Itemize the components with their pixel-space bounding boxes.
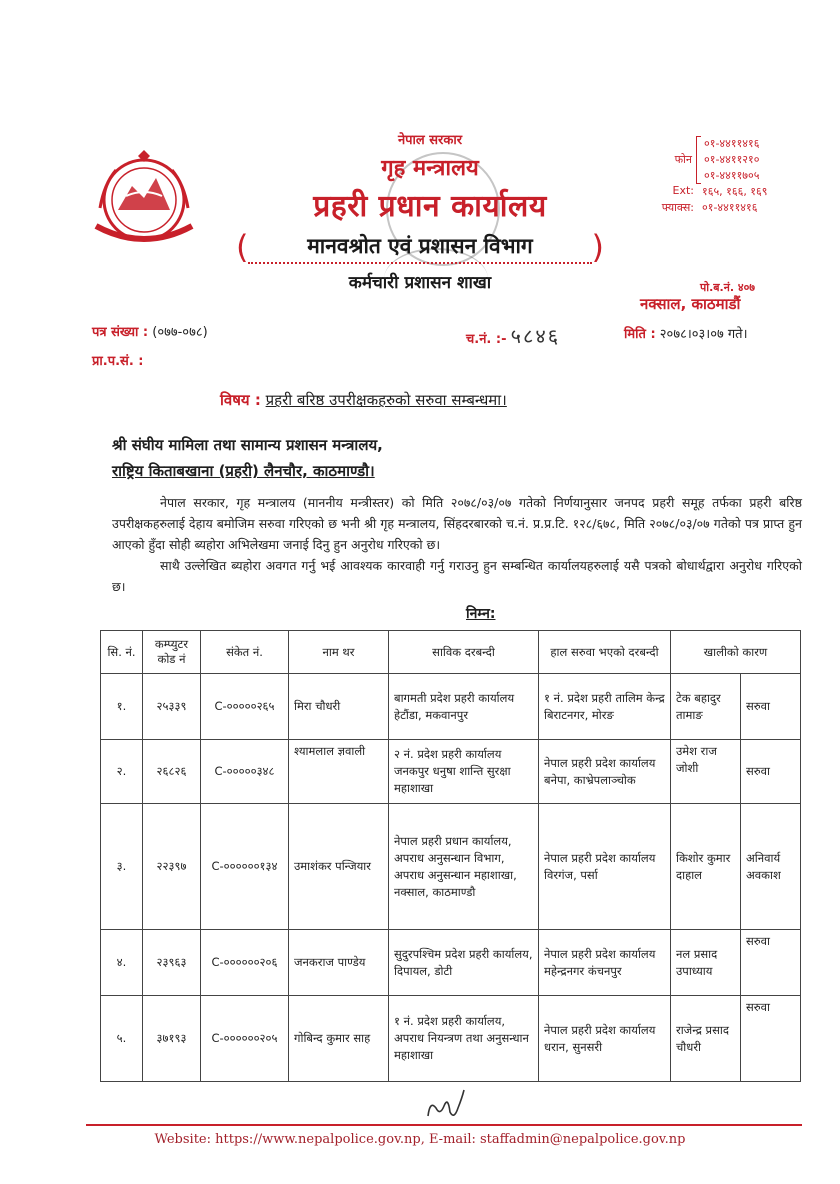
letter-date [624,324,748,342]
cell-new-post: १ नं. प्रदेश प्रहरी तालिम केन्द्र बिराटनगर, मोरङ [539,674,671,740]
cell-vacancy-reason: सरुवा [741,740,801,804]
column-header: सि. नं. [101,631,143,674]
table-row [101,804,801,930]
cell-serial: १. [101,674,143,740]
cell-code: २५३३९ [143,674,201,740]
fax-value: ०१-४४११४१६ [702,201,758,214]
cell-vacancy-reason: सरुवा [741,674,801,740]
cell-symbol: C-००००००१३४ [201,804,289,930]
phone-number: ०१-४४११४१६ [704,137,760,150]
cell-code: २६८२६ [143,740,201,804]
cell-vacancy-by: राजेन्द्र प्रसाद चौधरी [671,996,741,1082]
cell-serial: ४. [101,930,143,996]
letter-date-value: २०७८।०३।०७ गते। [659,327,748,342]
cell-previous-post: १ नं. प्रदेश प्रहरी कार्यालय, अपराध नियन्त्रण तथा अनुसन्धान महाशाखा [389,996,539,1082]
cell-name: जनकराज पाण्डेय [289,930,389,996]
dispatch-number-value: ५८४६ [510,324,561,348]
column-header: नाम थर [289,631,389,674]
dispatch-number-label: च.नं. :- [466,332,507,347]
department-name: मानवश्रोत एवं प्रशासन विभाग [248,232,592,264]
office-name: प्रहरी प्रधान कार्यालय [313,189,547,224]
cell-new-post: नेपाल प्रहरी प्रदेश कार्यालय बनेपा, काभ्रेपलाञ्चोक [539,740,671,804]
recipient-block [112,432,383,484]
fax-label: फ्याक्स: [661,201,694,214]
column-header: कम्प्युटर कोड नं [143,631,201,674]
section-name: कर्मचारी प्रशासन शाखा [348,273,492,293]
letter-number [92,322,208,340]
letter-date-label: मिति : [624,327,656,342]
cell-vacancy-reason: सरुवा [741,930,801,996]
recipient-line: श्री संघीय मामिला तथा सामान्य प्रशासन मन्त्रालय, [112,436,383,454]
recipient-line: राष्ट्रिय किताबखाना (प्रहरी) लैनचौर, काठमाण्डौ। [112,462,375,480]
cell-vacancy-by: टेक बहादुर तामाङ [671,674,741,740]
ministry-name: गृह मन्त्रालय [381,156,479,181]
table-body [101,674,801,1082]
column-header: संकेत नं. [201,631,289,674]
letterhead-title [240,130,620,225]
cell-vacancy-by: उमेश राज जोशी [671,740,741,804]
table-row [101,930,801,996]
cell-name: उमाशंकर पन्जियार [289,804,389,930]
table-header-row [101,631,801,674]
cell-new-post: नेपाल प्रहरी प्रदेश कार्यालय विरगंज, पर्सा [539,804,671,930]
initials-signature-icon [424,1086,470,1126]
column-header: खालीको कारण [671,631,801,674]
cell-new-post: नेपाल प्रहरी प्रदेश कार्यालय महेन्द्रनगर कंचनपुर [539,930,671,996]
footer-divider [86,1124,802,1126]
cell-symbol: C-००००००२०६ [201,930,289,996]
po-box: पो.ब.नं. ४०७ [700,281,756,294]
subject-label: विषय : [220,391,261,409]
received-number-label: प्रा.प.सं. : [92,354,144,369]
dispatch-number [466,322,560,349]
received-number [92,351,143,369]
contact-block [652,136,822,216]
cell-serial: २. [101,740,143,804]
cell-symbol: C-०००००३४८ [201,740,289,804]
cell-new-post: नेपाल प्रहरी प्रदेश कार्यालय धरान, सुनसरी [539,996,671,1082]
phone-number: ०१-४४११७०५ [704,169,760,182]
phone-brace [696,136,701,184]
cell-vacancy-reason: सरुवा [741,996,801,1082]
table-row [101,674,801,740]
body-paragraph: साथै उल्लेखित ब्यहोरा अवगत गर्नु भई आवश्यक कारवाही गर्नु गराउनु हुन सम्बन्धित कार्यालयहरुलाई यसै पत्रको बोधार्थद्वारा अनुरोध गरिएको छ। [112,558,803,594]
cell-previous-post: सुदुरपश्चिम प्रदेश प्रहरी कार्यालय, दिपायल, डोटी [389,930,539,996]
table-row [101,996,801,1082]
cell-previous-post: बागमती प्रदेश प्रहरी कार्यालय हेटौंडा, मकवानपुर [389,674,539,740]
cell-serial: ५. [101,996,143,1082]
cell-previous-post: नेपाल प्रहरी प्रधान कार्यालय, अपराध अनुसन्धान विभाग, अपराध अनुसन्धान महाशाखा, नक्साल, काठमाण्डौ [389,804,539,930]
subject-text: प्रहरी बरिष्ठ उपरीक्षकहरुको सरुवा सम्बन्धमा। [265,391,507,409]
letter-body [112,492,802,597]
cell-code: ३७१९३ [143,996,201,1082]
cell-serial: ३. [101,804,143,930]
nepal-emblem-icon [86,148,202,258]
cell-symbol: C-००००००२०५ [201,996,289,1082]
table-row [101,740,801,804]
government-name: नेपाल सरकार [397,133,463,148]
transfer-table [100,630,801,1082]
cell-symbol: C-०००००२६५ [201,674,289,740]
ext-label: Ext: [672,184,694,197]
column-header: साविक दरबन्दी [389,631,539,674]
ext-value: १६५, १६६, १६९ [702,185,768,198]
cell-code: २३९६३ [143,930,201,996]
cell-name: श्यामलाल ज्ञवाली [289,740,389,804]
footer-contact: Website: https://www.nepalpolice.gov.np, E-mail: staffadmin@nepalpolice.gov.np [154,1132,686,1147]
phone-label: फोन [674,153,692,166]
letter-subject [220,390,507,410]
list-heading: निम्न: [466,606,496,622]
column-header: हाल सरुवा भएको दरबन्दी [539,631,671,674]
cell-vacancy-reason: अनिवार्य अवकाश [741,804,801,930]
cell-vacancy-by: किशोर कुमार दाहाल [671,804,741,930]
body-paragraph: नेपाल सरकार, गृह मन्त्रालय (माननीय मन्त्रीस्तर) को मिति २०७८/०३/०७ गतेको निर्णयानुसार जनपद प्रहरी समूह तर्फका प्रहरी बरिष्ठ उपरीक्षकहरुलाई देहाय बमोजिम सरुवा गरिएको छ भनी श्री गृह मन्त्रालय, सिंहदरबारको च.नं. प्र.प्र.टि. १२८/६७८, मिति २०७८/०३/०७ गतेको पत्र प्राप्त हुन आएको हुँदा सोही ब्यहोरा अभिलेखमा जनाई दिनु हुन अनुरोध गरिएको छ। [112,495,802,552]
letter-number-label: पत्र संख्या : [92,325,149,340]
phone-number: ०१-४४११२१० [704,153,760,166]
cell-code: २२३९७ [143,804,201,930]
cell-vacancy-by: नल प्रसाद उपाध्याय [671,930,741,996]
department-banner: ( मानवश्रोत एवं प्रशासन विभाग ) [236,228,604,266]
letter-number-value: (०७७-०७८) [152,325,208,340]
cell-name: मिरा चौधरी [289,674,389,740]
cell-name: गोबिन्द कुमार साह [289,996,389,1082]
cell-previous-post: २ नं. प्रदेश प्रहरी कार्यालय जनकपुर धनुषा शान्ति सुरक्षा महाशाखा [389,740,539,804]
office-address: नक्साल, काठमाडौं [640,295,741,313]
